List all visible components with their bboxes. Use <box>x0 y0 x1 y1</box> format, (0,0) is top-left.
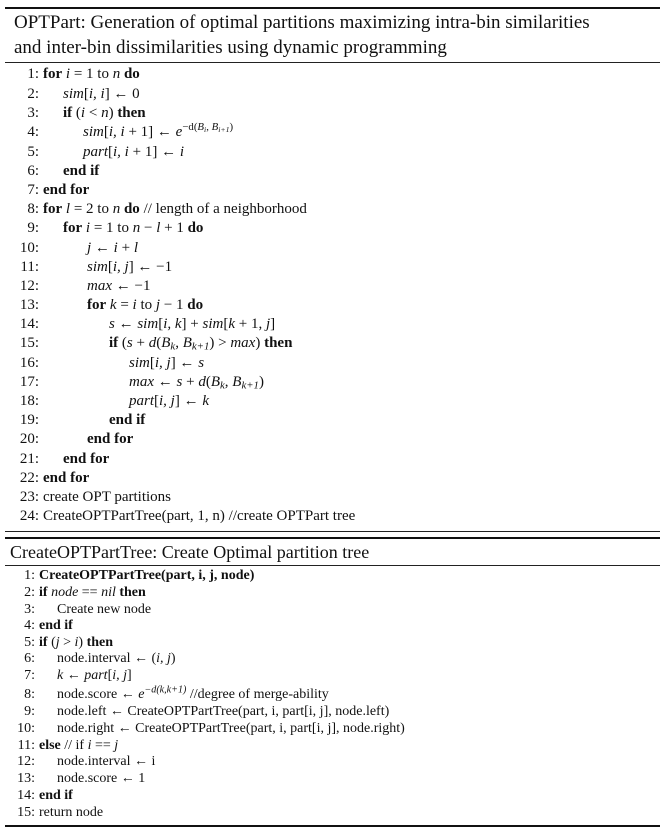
algorithm-optpart: OPTPart: Generation of optimal partitions maximizing intra-bin similarities and inter-bin dissimilarities using dynamic programming 1: for i = 1 to n do 2: sim[i, i] ← 0 3: if (i < n) then 4: sim[i, i + 1] ← $e^{-d(B_i, B_{i+1})}$ 5: part[i, i + 1] ← i 6: end if 7: end for 8: for l = 2 to n do // length of a neighborhood 9: for i = 1 to n − l + 1 do 10: j ← i + l 11: sim[i, j] ← −1 12: max ← −1 13: for k = i to j − 1 do 14: s ← sim[i, k] + sim[k + 1, j] 15: if ($s + d(B_k$, $B_{k+1}) > \max$) then 16: sim[i, j] ← s 17: max ← $s + d(B_k$, $B_{k+1}$) 18: part[i, j] ← k 19: end if 20: end for 21: end for 22: end for 23: create OPT partitions 24: CreateOPTPartTree(part, 1, n) //create OPTPart tree <box>5 0 660 535</box>
top-rule <box>5 7 660 9</box>
header-rule <box>5 565 660 566</box>
bottom-rule <box>5 825 660 827</box>
algorithm-title-line1: OPTPart: Generation of optimal partitions maximizing intra-bin similarities <box>14 12 590 33</box>
algorithm-createoptparttree: CreateOPTPartTree: Create Optimal partition tree 1: CreateOPTPartTree(part, i, j, node) 2: if node == nil then 3: Create new node 4: end if 5: if (j > i) then 6: node.interval ← (i, j) 7: k ← part[i, j] 8: node.score ← $e^{-d(k,k+1)}$ //degree of merge-ability 9: node.left ← CreateOPTPartTree(part, i, part[i, j], node.left) 10: node.right ← CreateOPTPartTree(part, i, part[i, j], node.right) 11: else // if i == j 12: node.interval ← i 13: node.score ← 1 14: end if 15: return node <box>5 535 660 833</box>
bottom-rule <box>5 531 660 532</box>
top-rule <box>5 537 660 539</box>
header-rule <box>5 62 660 63</box>
algorithm-title: CreateOPTPartTree: Create Optimal partition tree <box>10 542 370 562</box>
algorithm-title-line2: and inter-bin dissimilarities using dynamic programming <box>14 37 447 58</box>
